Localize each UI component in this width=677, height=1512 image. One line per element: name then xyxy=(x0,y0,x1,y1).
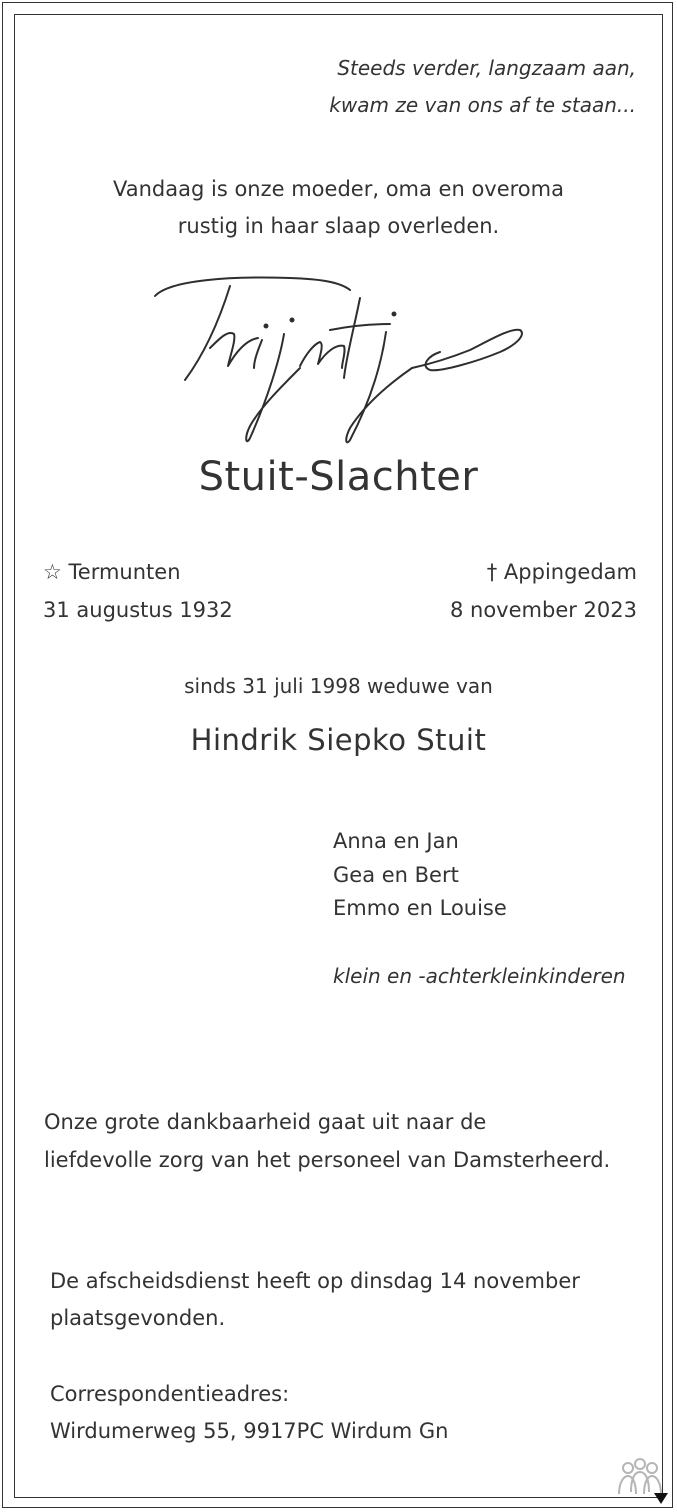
poem-line-2: kwam ze van ons af te staan... xyxy=(329,93,636,117)
first-name-signature xyxy=(150,268,550,448)
intro-line-2: rustig in haar slaap overleden. xyxy=(177,214,500,238)
correspondence-address: Wirdumerweg 55, 9917PC Wirdum Gn xyxy=(50,1419,449,1443)
death-cross-icon: † xyxy=(486,560,498,584)
husband-name: Hindrik Siepko Stuit xyxy=(190,723,487,757)
child-3: Emmo en Louise xyxy=(333,896,507,920)
poem-line-1: Steeds verder, langzaam aan, xyxy=(337,56,636,80)
triangle-down-icon[interactable] xyxy=(652,1490,670,1506)
birth-place: Termunten xyxy=(68,560,181,584)
child-1: Anna en Jan xyxy=(333,829,459,853)
birth-star-icon: ☆ xyxy=(43,560,62,584)
service-line-2: plaatsgevonden. xyxy=(50,1306,226,1330)
thanks-line-1: Onze grote dankbaarheid gaat uit naar de xyxy=(44,1110,487,1134)
death-place: Appingedam xyxy=(503,560,637,584)
correspondence-label: Correspondentieadres: xyxy=(50,1382,290,1406)
thanks-line-2: liefdevolle zorg van het personeel van Damsterheerd. xyxy=(44,1148,611,1172)
service-line-1: De afscheidsdienst heeft op dinsdag 14 november xyxy=(50,1269,580,1293)
surname: Stuit-Slachter xyxy=(198,454,479,500)
death-date: 8 november 2023 xyxy=(449,598,637,622)
widow-text: sinds 31 juli 1998 weduwe van xyxy=(184,674,493,698)
birth-place-line xyxy=(43,560,181,584)
intro-line-1: Vandaag is onze moeder, oma en overoma xyxy=(113,177,564,201)
birth-date: 31 augustus 1932 xyxy=(43,598,233,622)
death-place-line xyxy=(487,560,637,584)
child-2: Gea en Bert xyxy=(333,863,459,887)
grandchildren: klein en -achterkleinkinderen xyxy=(333,964,626,988)
